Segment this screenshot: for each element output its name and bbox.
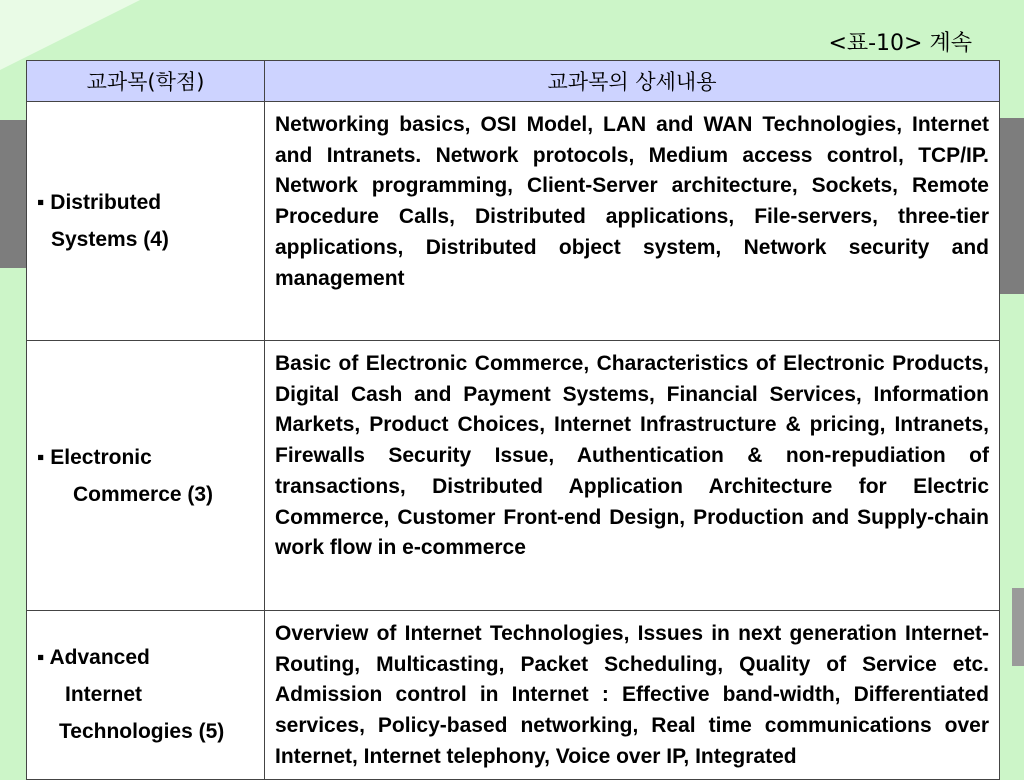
course-table (26, 60, 1000, 780)
table-caption: <표-10> 계속 (828, 31, 972, 56)
course-name-line: Systems (4) (51, 228, 169, 251)
table-row (27, 102, 1000, 341)
header-details: 교과목의 상세내용 (265, 61, 1000, 102)
decorative-bar-right-lower (1012, 588, 1024, 666)
course-name-cell (27, 611, 265, 780)
course-name-line: Internet (65, 683, 143, 707)
course-name-line: ▪ Advanced (37, 646, 150, 670)
course-details-cell: Basic of Electronic Commerce, Characteristics of Electronic Products, Digital Cash and Payment Systems, Financial Services, Information Markets, Product Choices, Internet Infrastructure & pricing, Intranets, Firewalls Security Issue, Authentication & non-repudiation of transactions, Distributed Application Architecture for Electric Commerce, Customer Front-end Design, Production and Supply-chain work flow in e-commerce (265, 341, 1000, 611)
decorative-bar-left (0, 120, 26, 268)
course-name-cell (27, 102, 265, 341)
course-name-cell (27, 341, 265, 611)
table-header-row (27, 61, 1000, 102)
table-row (27, 611, 1000, 780)
course-name-line: ▪ Electronic (37, 445, 152, 469)
table-row (27, 341, 1000, 611)
decorative-bar-right (998, 118, 1024, 294)
course-name-line: Commerce (3) (73, 482, 214, 506)
course-details-cell: Networking basics, OSI Model, LAN and WAN Technologies, Internet and Intranets. Network protocols, Medium access control, TCP/IP. Network programming, Client-Server architecture, Sockets, Remote Procedure Calls, Distributed applications, File-servers, three-tier applications, Distributed object system, Network security and management (265, 102, 1000, 341)
course-details-cell: Overview of Internet Technologies, Issues in next generation Internet-Routing, Multicasting, Packet Scheduling, Quality of Service etc. Admission control in Internet : Effective band-width, Differentiated services, Policy-based networking, Real time communications over Internet, Internet telephony, Voice over IP, Integrated (265, 611, 1000, 780)
header-course: 교과목(학점) (27, 61, 265, 102)
course-name-line: ▪ Distributed (37, 191, 162, 214)
course-name-line: Technologies (5) (59, 720, 225, 744)
